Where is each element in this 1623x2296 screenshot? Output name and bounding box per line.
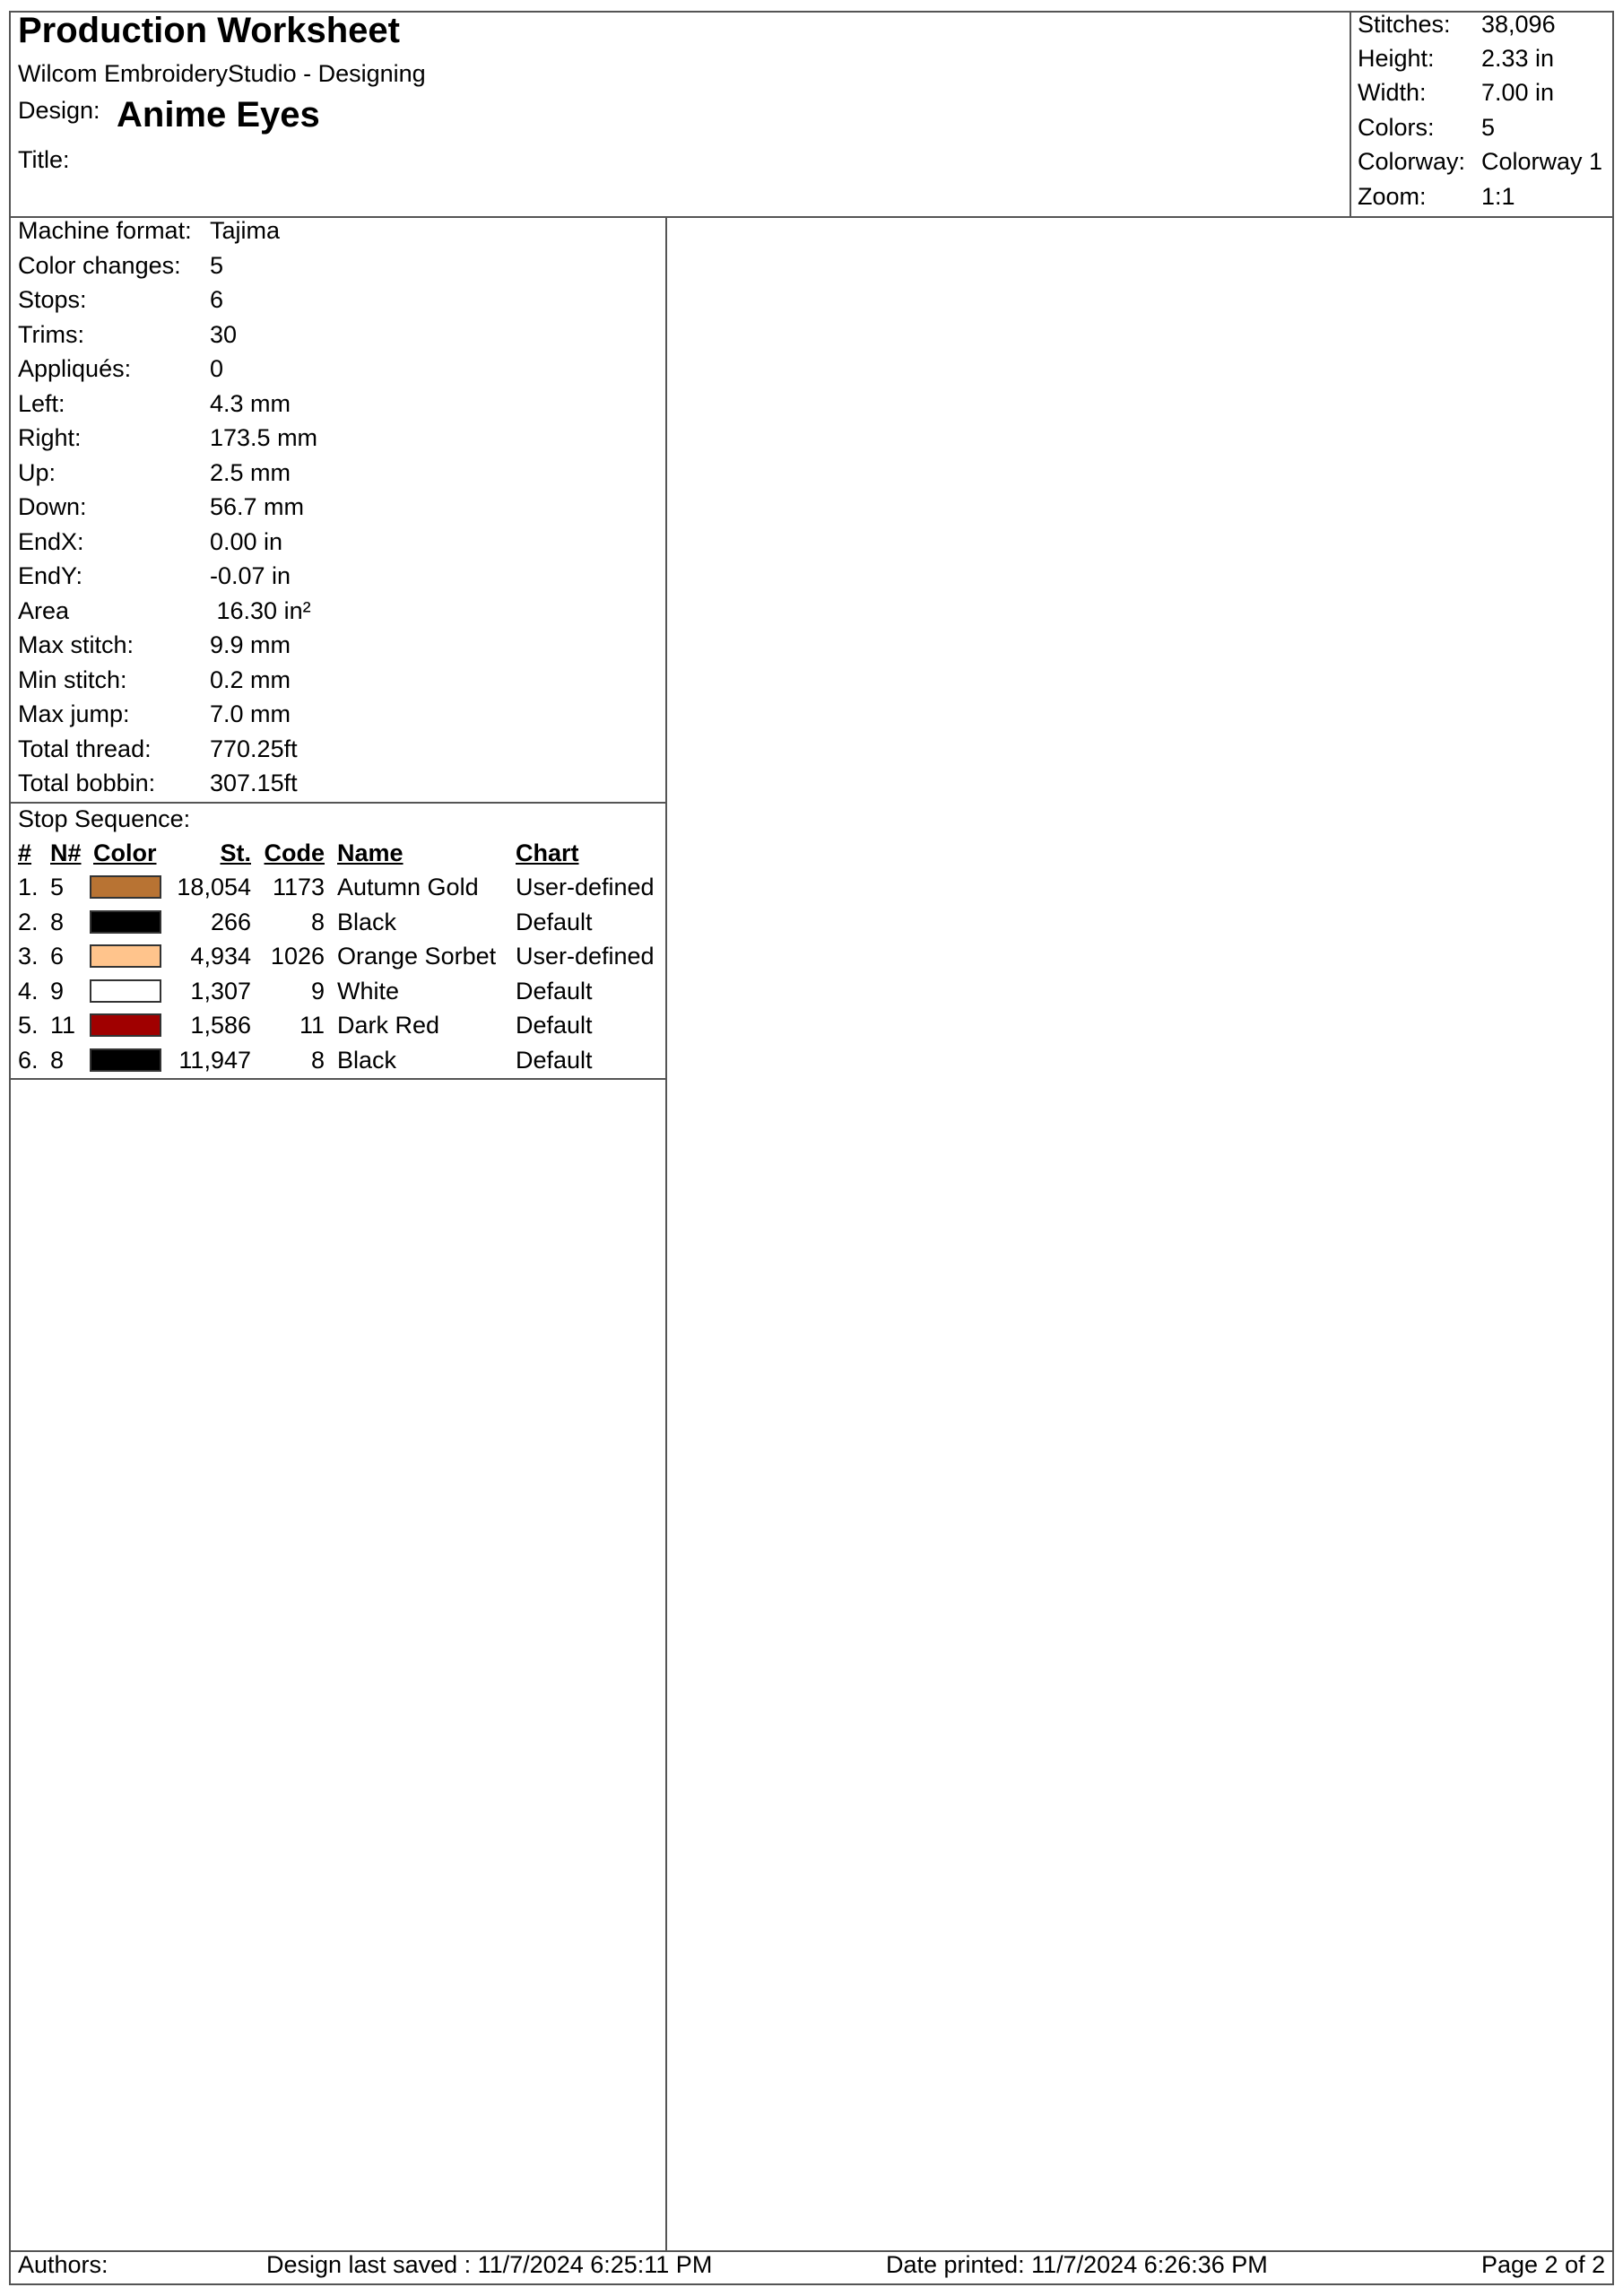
footer-authors: Authors: — [18, 2251, 108, 2278]
stop-row-num: 6. — [18, 1046, 39, 1074]
stop-row-code: 9 — [310, 977, 325, 1004]
spec-value: 4.3 mm — [210, 389, 291, 417]
summary-label: Width: — [1358, 79, 1427, 106]
color-swatch — [90, 1048, 161, 1072]
spec-label: Total thread: — [18, 735, 152, 762]
stop-row-chart: User-defined — [516, 943, 655, 970]
spec-label: Color changes: — [18, 251, 181, 279]
stop-row-stitches: 1,307 — [190, 977, 251, 1004]
spec-label: Area — [18, 596, 70, 624]
summary-divider — [1350, 11, 1351, 217]
stop-row-code: 8 — [310, 908, 325, 935]
summary-value: 7.00 in — [1481, 79, 1555, 106]
spec-label: Min stitch: — [18, 665, 127, 693]
footer-last-saved: Design last saved : 11/7/2024 6:25:11 PM — [266, 2251, 713, 2278]
spec-value: 9.9 mm — [210, 631, 291, 658]
stop-row-num: 5. — [18, 1012, 39, 1039]
summary-value: 5 — [1481, 114, 1496, 141]
stop-row-stitches: 266 — [210, 908, 251, 935]
summary-value: 2.33 in — [1481, 45, 1555, 72]
spec-value: 0 — [210, 355, 224, 382]
stop-row-chart: Default — [516, 977, 593, 1004]
header-name: Name — [337, 839, 404, 866]
stop-row-name: Autumn Gold — [337, 874, 479, 900]
summary-value: 38,096 — [1481, 11, 1556, 38]
stop-sequence-label: Stop Sequence: — [18, 805, 191, 832]
spec-label: EndX: — [18, 527, 84, 555]
stop-row-needle: 8 — [50, 1046, 65, 1074]
stop-row-needle: 11 — [50, 1012, 76, 1039]
stop-row-chart: User-defined — [516, 874, 655, 900]
stop-row-name: White — [337, 977, 400, 1004]
header-chart: Chart — [516, 839, 579, 866]
page-title: Production Worksheet — [18, 11, 400, 50]
spec-value: 30 — [210, 320, 238, 348]
stop-row-chart: Default — [516, 1012, 593, 1039]
header-needle: N# — [50, 839, 82, 866]
stop-row-stitches: 11,947 — [178, 1046, 251, 1074]
header-stitches: St. — [220, 839, 251, 866]
spec-value: Tajima — [210, 217, 281, 244]
spec-label: Left: — [18, 389, 65, 417]
spec-value: -0.07 in — [210, 562, 291, 589]
spec-value: 770.25ft — [210, 735, 298, 762]
footer-divider — [9, 2250, 1614, 2252]
stop-row-code: 11 — [299, 1012, 325, 1039]
stop-row-needle: 6 — [50, 943, 65, 970]
stop-row-code: 1026 — [270, 943, 325, 970]
spec-value: 7.0 mm — [210, 700, 291, 727]
stop-row-stitches: 4,934 — [190, 943, 251, 970]
summary-value: 1:1 — [1481, 183, 1515, 210]
spec-value: 173.5 mm — [210, 424, 318, 451]
spec-label: EndY: — [18, 562, 83, 589]
summary-value: Colorway 1 — [1481, 148, 1603, 175]
stop-row-chart: Default — [516, 908, 593, 935]
spec-label: Stops: — [18, 286, 87, 313]
stop-row-name: Orange Sorbet — [337, 943, 497, 970]
stop-row-name: Black — [337, 1046, 397, 1074]
spec-label: Appliqués: — [18, 355, 132, 382]
column-divider — [665, 216, 667, 2252]
summary-label: Zoom: — [1358, 183, 1427, 210]
spec-label: Down: — [18, 493, 87, 520]
spec-value: 2.5 mm — [210, 458, 291, 486]
title-label: Title: — [18, 146, 70, 173]
spec-label: Trims: — [18, 320, 84, 348]
stop-row-num: 4. — [18, 977, 39, 1004]
summary-label: Stitches: — [1358, 11, 1451, 38]
header-code: Code — [264, 839, 325, 866]
stop-table-divider — [9, 1078, 666, 1080]
stop-row-name: Black — [337, 908, 397, 935]
color-swatch — [90, 875, 161, 899]
design-name: Anime Eyes — [117, 95, 320, 135]
stop-row-num: 1. — [18, 874, 39, 900]
stop-row-chart: Default — [516, 1046, 593, 1074]
stop-row-code: 8 — [310, 1046, 325, 1074]
spec-label: Up: — [18, 458, 56, 486]
spec-label: Right: — [18, 424, 82, 451]
spec-value: 16.30 in² — [210, 596, 311, 624]
footer-date-printed: Date printed: 11/7/2024 6:26:36 PM — [886, 2251, 1268, 2278]
header-num: # — [18, 839, 32, 866]
worksheet-frame — [9, 11, 1614, 2285]
specs-divider — [9, 802, 666, 804]
design-label: Design: — [18, 97, 100, 124]
spec-value: 56.7 mm — [210, 493, 305, 520]
stop-row-needle: 5 — [50, 874, 65, 900]
stop-row-needle: 8 — [50, 908, 65, 935]
stop-row-code: 1173 — [272, 874, 325, 900]
summary-label: Colorway: — [1358, 148, 1466, 175]
spec-label: Total bobbin: — [18, 770, 156, 796]
stop-row-num: 3. — [18, 943, 39, 970]
color-swatch — [90, 944, 161, 968]
stop-row-num: 2. — [18, 908, 39, 935]
spec-label: Max jump: — [18, 700, 130, 727]
stop-row-stitches: 1,586 — [190, 1012, 251, 1039]
spec-value: 0.2 mm — [210, 665, 291, 693]
software-name: Wilcom EmbroideryStudio - Designing — [18, 60, 426, 87]
footer-page-number: Page 2 of 2 — [1481, 2251, 1606, 2278]
color-swatch — [90, 910, 161, 934]
stop-row-stitches: 18,054 — [177, 874, 251, 900]
color-swatch — [90, 1013, 161, 1037]
summary-label: Height: — [1358, 45, 1435, 72]
spec-label: Max stitch: — [18, 631, 135, 658]
color-swatch — [90, 979, 161, 1003]
spec-value: 5 — [210, 251, 224, 279]
summary-label: Colors: — [1358, 114, 1435, 141]
spec-label: Machine format: — [18, 217, 192, 244]
spec-value: 307.15ft — [210, 770, 298, 796]
header-color: Color — [93, 839, 157, 866]
stop-row-needle: 9 — [50, 977, 65, 1004]
spec-value: 6 — [210, 286, 224, 313]
stop-row-name: Dark Red — [337, 1012, 440, 1039]
spec-value: 0.00 in — [210, 527, 283, 555]
